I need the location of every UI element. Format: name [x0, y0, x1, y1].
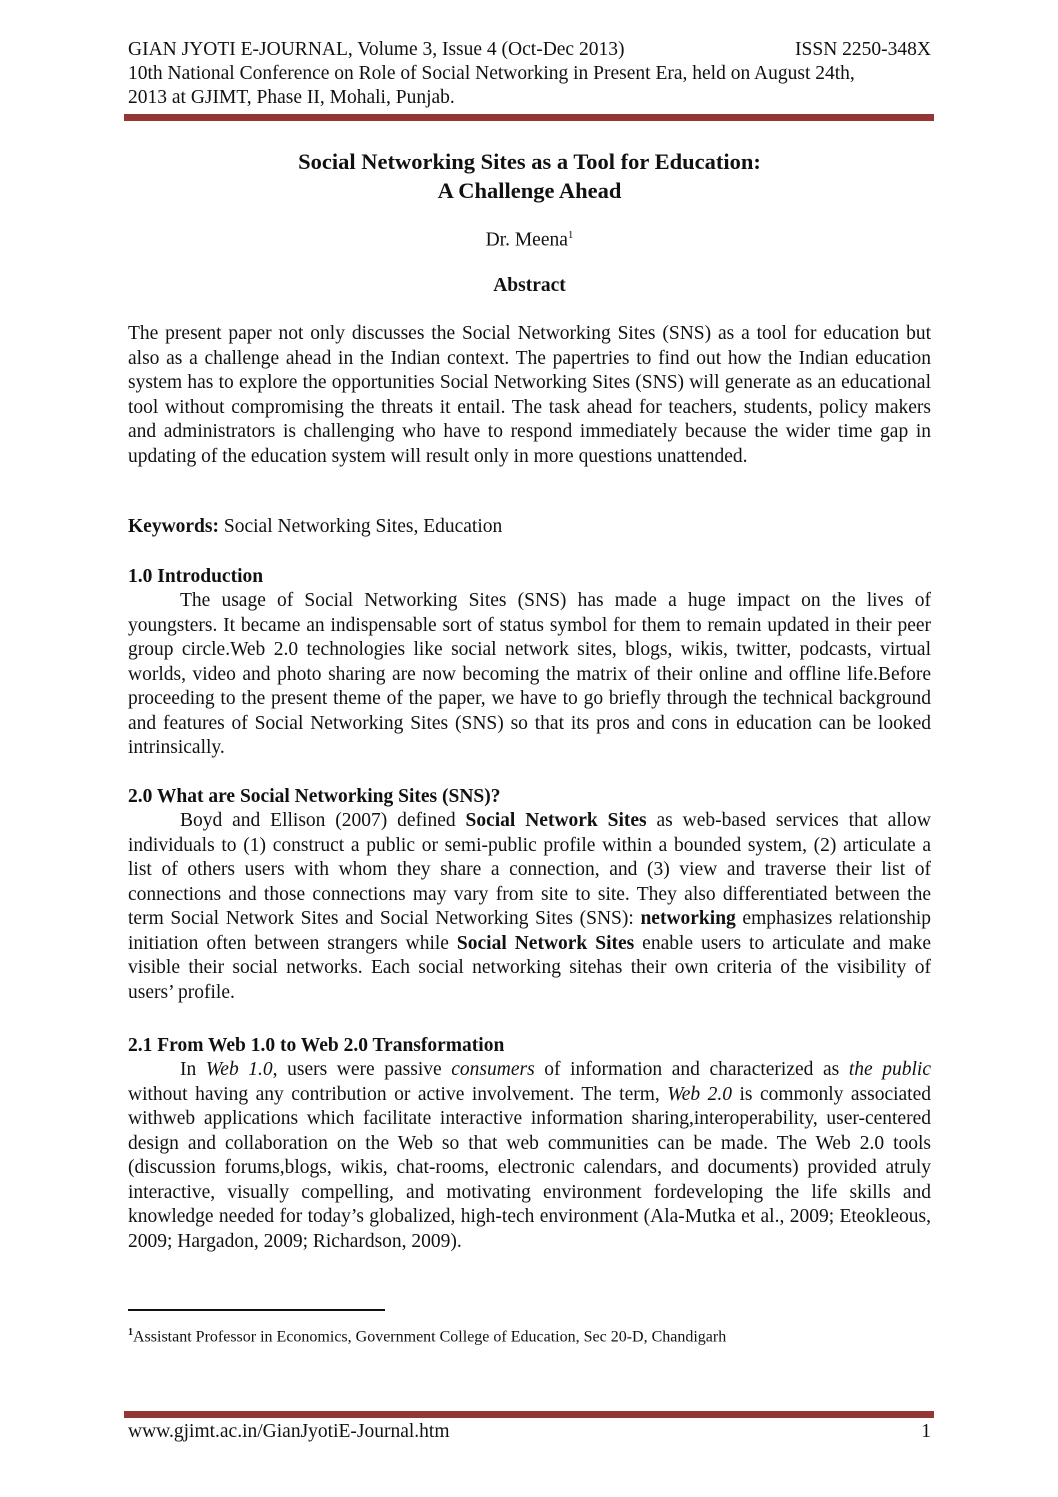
italic-term: Web 2.0: [667, 1083, 732, 1105]
italic-term: consumers: [451, 1059, 535, 1080]
footnote: [128, 1323, 931, 1347]
footnote-text: Assistant Professor in Economics, Government College of Education, Sec 20-D, Chandigarh: [133, 1328, 727, 1346]
section-2-heading: 2.0 What are Social Networking Sites (SNS)?: [128, 786, 501, 807]
title-line-1: Social Networking Sites as a Tool for Education:: [298, 149, 761, 174]
text-run: enable users to articulate and make visible their social networks. Each social networking sitehas their own criteria of the visibility of users’ profile.: [128, 932, 931, 1003]
issn: ISSN 2250-348X: [795, 39, 931, 60]
conference-line-2: 2013 at GJIMT, Phase II, Mohali, Punjab.: [128, 87, 455, 108]
section-2-1-heading: 2.1 From Web 1.0 to Web 2.0 Transformation: [128, 1035, 505, 1056]
footnote-mark: 1: [128, 1327, 133, 1338]
section-1-heading: 1.0 Introduction: [128, 566, 264, 587]
text-run: Boyd and Ellison (2007) defined: [180, 810, 466, 831]
header-rule: [124, 114, 934, 121]
footer-url: www.gjimt.ac.in/GianJyotiE-Journal.htm: [128, 1421, 450, 1442]
italic-term: Web 1.0: [205, 1059, 273, 1080]
journal-name: GIAN JYOTI E-JOURNAL, Volume 3, Issue 4 (Oct-Dec 2013): [128, 39, 625, 60]
keywords: [128, 515, 931, 540]
text-run: as web-based services that allow individuals to (1) construct a public or semi-public profile within a bounded system, (2) articulate a list of others users with whom they share a connection, and (3) view and traverse their list of connections and those connections may vary from site to site. They also differentiated between the term Social Network Sites and Social Networking Sites (SNS):: [128, 810, 932, 929]
section-2-1-text: [128, 1058, 931, 1254]
running-header: [128, 38, 931, 110]
section-1-text: The usage of Social Networking Sites (SNS) has made a huge impact on the lives of youngsters. It became an indispensable sort of status symbol for them to remain updated in their peer group circle.Web 2.0 technologies like social network sites, blogs, wikis, twitter, podcasts, virtual worlds, video and photo sharing are now becoming the matrix of their online and offline life.Before proceeding to the present theme of the paper, we have to go briefly through the technical background and features of Social Networking Sites (SNS) so that its pros and cons in education can be looked intrinsically.: [128, 590, 931, 758]
author-name: Dr. Meena: [485, 229, 568, 251]
abstract-text: The present paper not only discusses the Social Networking Sites (SNS) as a tool for education but also as a challenge ahead in the Indian context. The papertries to find out how the Indian education system has to explore the opportunities Social Networking Sites (SNS) will generate as an educational tool without compromising the threats it entail. The task ahead for teachers, students, policy makers and administrators is challenging who have to respond immediately because the wider time gap in updating of the education system will result only in more questions unattended.: [128, 323, 931, 467]
footnote-separator: [128, 1309, 385, 1311]
italic-term: the public: [848, 1059, 931, 1080]
text-run: , users were passive: [272, 1059, 452, 1080]
author-footnote-mark: 1: [567, 229, 574, 241]
bold-term: networking: [640, 908, 736, 929]
abstract-heading: Abstract: [493, 275, 566, 296]
text-run: emphasizes relationship initiation often between strangers while: [128, 908, 932, 954]
text-run: of information and characterized as: [534, 1059, 849, 1080]
text-run: is commonly associated withweb applications which facilitate interactive information sharing,interoperability, user-centered design and collaboration on the Web so that web communities can be made. The Web 2.0 tools (discussion forums,blogs, wikis, chat-rooms, electronic calendars, and documents) provided atruly interactive, visually compelling, and motivating environment fordeveloping the life skills and knowledge needed for today’s globalized, high-tech environment (Ala-Mutka et al., 2009; Eteokleous, 2009; Hargadon, 2009; Richardson, 2009).: [128, 1083, 931, 1252]
footer-rule: [124, 1411, 934, 1418]
text-run: without having any contribution or active involvement. The term,: [128, 1083, 668, 1105]
text-run: In: [180, 1059, 206, 1080]
running-footer: [128, 1421, 931, 1443]
author: [128, 229, 931, 252]
keywords-text: Social Networking Sites, Education: [219, 516, 503, 537]
conference-line-1: 10th National Conference on Role of Social Networking in Present Era, held on August 24th,: [128, 63, 855, 84]
paper-title: [128, 147, 931, 205]
page-number: 1: [921, 1421, 931, 1442]
keywords-label: Keywords:: [128, 516, 219, 537]
bold-term: Social Network Sites: [465, 810, 647, 831]
section-2-text: [128, 809, 931, 1005]
title-line-2: A Challenge Ahead: [437, 178, 622, 203]
bold-term: Social Network Sites: [456, 932, 635, 954]
